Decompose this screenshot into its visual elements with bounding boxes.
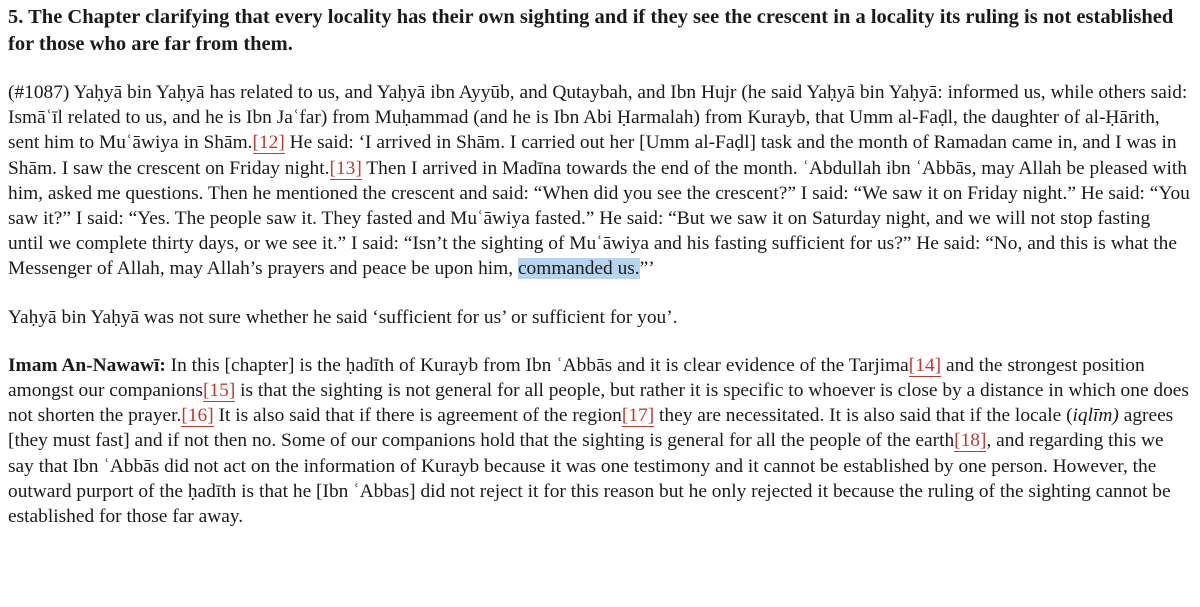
footnote-ref-15[interactable]: [15] <box>202 380 236 402</box>
commentary-text: It is also said that if there is agreement of the region <box>213 405 622 427</box>
hadith-text: (#1087) Yaḥyā bin Yaḥyā has related to us, and Yaḥyā ibn Ayyūb, and Qutaybah, and Ibn Hujr (he said Yaḥyā bin Yaḥyā: informed us, while others said: Ismāʿīl related to us, and he is Ibn Jaʿfar) from Muḥammad (and he is Ibn Abi Ḥarmalah) from Kurayb, that Umm al-Faḍl, the daughter of al-Ḥārith, sent him to Muʿāwiya in Shām. <box>8 82 1188 154</box>
footnote-ref-14[interactable]: [14] <box>908 354 942 376</box>
hadith-text: He said: ‘I arrived in Shām. I carried out her [Umm al-Faḍl] task and the month of Ramadan came in, and I was in Shām. I saw the crescent on Friday night. <box>8 132 1177 179</box>
narrator-note-paragraph: Yaḥyā bin Yaḥyā was not sure whether he said ‘sufficient for us’ or sufficient for you’. <box>8 306 678 328</box>
italic-term: iqlīm) <box>1072 405 1119 427</box>
commentary-text: they are necessitated. It is also said that if the locale ( <box>654 405 1073 427</box>
footnote-ref-12[interactable]: [12] <box>252 132 285 154</box>
commentary-text: , and regarding this we say that Ibn ʿAbbās did not act on the information of Kurayb because it was one testimony and it cannot be established by one person. However, the outward purport of the ḥadīth is that he [Ibn ʿAbbas] did not reject it for this reason but he only rejected it because the ruling of the sighting cannot be established for those far away. <box>8 430 1171 528</box>
footnote-ref-18[interactable]: [18] <box>954 430 987 452</box>
hadith-text: ”’ <box>639 258 655 280</box>
chapter-heading: 5. The Chapter clarifying that every locality has their own sighting and if they see the crescent in a locality its ruling is not established for those who are far from them. <box>8 6 1174 55</box>
hadith-paragraph <box>8 80 1190 282</box>
footnote-ref-17[interactable]: [17] <box>621 405 655 427</box>
selected-text-highlight: commanded us. <box>517 258 640 280</box>
commentary-paragraph <box>8 353 1190 529</box>
commentary-text: In this [chapter] is the ḥadīth of Kurayb from Ibn ʿAbbās and it is clear evidence of the Tarjima <box>165 354 909 376</box>
commentary-text: agrees [they must fast] and if not then no. Some of our companions hold that the sighting is general for all the people of the earth <box>8 405 1174 452</box>
footnote-ref-16[interactable]: [16] <box>181 405 214 427</box>
commentary-text: is that the sighting is not general for all people, but rather it is specific to whoever is close by a distance in which one does not shorten the prayer. <box>8 380 1189 427</box>
footnote-ref-13[interactable]: [13] <box>329 157 362 179</box>
hadith-text: Then I arrived in Madīna towards the end of the month. ʿAbdullah ibn ʿAbbās, may Allah be pleased with him, asked me questions. Then he mentioned the crescent and said: “When did you see the crescent?” I said: “We saw it on Friday night.” He said: “You saw it?” I said: “Yes. The people saw it. They fasted and Muʿāwiya fasted.” He said: “But we saw it on Saturday night, and we will not stop fasting until we complete thirty days, or we see it.” I said: “Isn’t the sighting of Muʿāwiya and his fasting sufficient for us?” He said: “No, and this is what the Messenger of Allah, may Allah’s prayers and peace be upon him, <box>8 157 1190 280</box>
commentary-text: and the strongest position amongst our companions <box>8 354 1145 402</box>
commentator-name: Imam An-Nawawī: <box>8 354 166 376</box>
